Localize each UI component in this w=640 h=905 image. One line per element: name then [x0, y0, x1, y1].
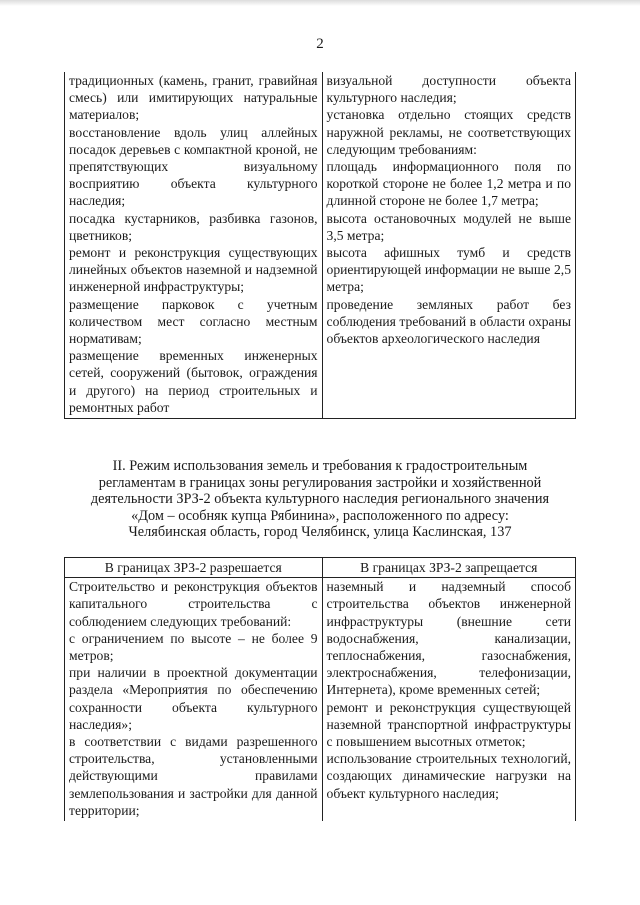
- list-item: наземный и надземный способ строительства объектов инженерной инфраструктуры (внешние сети водоснабжения, канализации, теплоснабжения, газоснабжения, электроснабжения, телефонизации, Интернета), кроме временных сетей;: [326, 579, 571, 698]
- list-item: высота афишных тумб и средств ориентирующей информации не выше 2,5 метра;: [326, 245, 571, 295]
- section-heading-line: регламентам в границах зоны регулирования застройки и хозяйственной: [98, 474, 542, 491]
- list-item: размещение парковок с учетным количеством мест согласно местным нормативам;: [69, 296, 318, 347]
- table-row: [65, 72, 576, 419]
- list-item: восстановление вдоль улиц аллейных посадок деревьев с компактной кроной, не препятствующих визуальному восприятию объекта культурного наследия;: [69, 124, 318, 209]
- list-item: размещение временных инженерных сетей, сооружений (бытовок, ограждения и другого) на период строительных и ремонтных работ: [69, 348, 318, 415]
- list-item: посадка кустарников, разбивка газонов, цветников;: [69, 210, 318, 243]
- section-heading-line: II. Режим использования земель и требования к градостроительным: [112, 458, 528, 474]
- section-heading-line: «Дом – особняк купца Рябинина», расположенного по адресу:: [131, 507, 509, 524]
- list-item: традиционных (камень, гранит, гравийная смесь) или имитирующих натуральные материалов;: [69, 73, 318, 123]
- section-heading-line: деятельности ЗРЗ-2 объекта культурного наследия регионального значения: [90, 491, 550, 508]
- list-item: при наличии в проектной документации раздела «Мероприятия по обеспечению сохранности объекта культурного наследия»;: [69, 665, 318, 732]
- list-item: с ограничением по высоте – не более 9 метров;: [69, 630, 318, 664]
- list-item: Строительство и реконструкция объектов капитального строительства с соблюдением следующих требований:: [69, 579, 318, 629]
- list-item: ремонт и реконструкция существующих линейных объектов наземной и надземной инженерной инфраструктуры;: [69, 245, 318, 295]
- section-heading: [64, 458, 576, 541]
- table-row: [65, 578, 576, 821]
- prohibited-column-continued: [322, 72, 575, 419]
- scan-edge: [0, 0, 640, 6]
- allowed-column: [65, 578, 323, 821]
- column-header-allowed: В границах ЗРЗ-2 разрешается: [65, 558, 323, 578]
- column-header-prohibited: В границах ЗРЗ-2 запрещается: [322, 558, 575, 578]
- list-item: проведение земляных работ без соблюдения требований в области охраны объектов археологического наследия: [326, 296, 571, 347]
- page-number: 2: [316, 36, 324, 52]
- list-item: ремонт и реконструкция существующей наземной транспортной инфраструктуры с повышением высотных отметок;: [326, 699, 571, 750]
- allowed-column-continued: [65, 72, 323, 419]
- list-item: в соответствии с видами разрешенного строительства, установленными действующими правилами землепользования и застройки для данной территории;: [69, 734, 318, 818]
- zrz2-requirements-table: [64, 557, 576, 821]
- table-header-row: [65, 558, 576, 578]
- requirements-table-continued: [64, 72, 576, 419]
- list-item: высота остановочных модулей не выше 3,5 метра;: [326, 210, 571, 243]
- list-item: использование строительных технологий, создающих динамические нагрузки на объект культурного наследия;: [326, 751, 571, 801]
- list-item: площадь информационного поля по короткой стороне не более 1,2 метра и по длинной стороне не более 1,7 метра;: [326, 159, 571, 209]
- prohibited-column: [322, 578, 575, 821]
- list-item: установка отдельно стоящих средств наружной рекламы, не соответствующих следующим требованиям:: [326, 107, 571, 157]
- list-item: визуальной доступности объекта культурного наследия;: [326, 73, 571, 106]
- section-heading-line: Челябинская область, город Челябинск, улица Каслинская, 137: [128, 524, 512, 541]
